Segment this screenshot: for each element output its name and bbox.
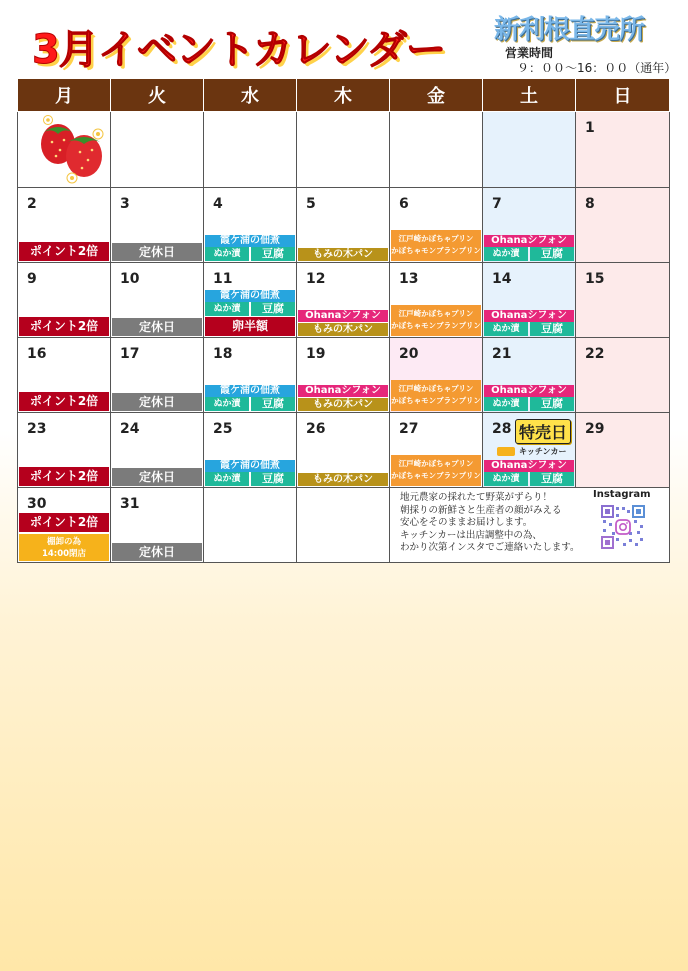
day-number: 16 bbox=[27, 346, 47, 362]
day-number: 29 bbox=[585, 421, 605, 437]
nukazuke-badge: ぬか漬 bbox=[205, 472, 249, 486]
calendar-cell bbox=[204, 188, 297, 263]
calendar-cell bbox=[297, 413, 390, 488]
ohana-chiffon-badge: Ohanaシフォン bbox=[484, 235, 574, 247]
info-line: 地元農家の採れたて野菜がずらり！ bbox=[400, 492, 553, 503]
day-number: 18 bbox=[213, 346, 233, 362]
closed-day-badge: 定休日 bbox=[112, 468, 202, 486]
day-number: 5 bbox=[306, 196, 316, 212]
calendar-cell bbox=[297, 188, 390, 263]
calendar-cell bbox=[390, 338, 483, 413]
pudding-line-2: かぼちゃモンブランプリン bbox=[391, 321, 481, 330]
closed-day-badge: 定休日 bbox=[112, 393, 202, 411]
store-message bbox=[400, 492, 579, 555]
pudding-line-1: 江戸崎かぼちゃプリン bbox=[398, 234, 474, 243]
day-number: 9 bbox=[27, 271, 37, 287]
nukazuke-badge: ぬか漬 bbox=[205, 247, 249, 261]
store-name: 新利根直売所 bbox=[494, 15, 645, 45]
day-number: 30 bbox=[27, 496, 47, 512]
day-number: 19 bbox=[306, 346, 326, 362]
tofu-badge: 豆腐 bbox=[530, 322, 574, 336]
ohana-chiffon-badge: Ohanaシフォン bbox=[484, 460, 574, 472]
calendar-cell bbox=[111, 188, 204, 263]
tsukudani-badge: 霞ケ浦の佃煮 bbox=[205, 460, 295, 472]
nukazuke-badge: ぬか漬 bbox=[484, 247, 528, 261]
weekday-sun: 日 bbox=[576, 79, 670, 112]
point-double-badge: ポイント2倍 bbox=[19, 242, 109, 261]
info-line: 朝採りの新鮮さと生産者の顔がみえる bbox=[400, 504, 562, 516]
calendar-cell bbox=[204, 263, 297, 338]
calendar-cell bbox=[18, 338, 111, 413]
weekday-wed: 水 bbox=[204, 79, 297, 112]
calendar-cell bbox=[390, 188, 483, 263]
day-number: 25 bbox=[213, 421, 233, 437]
calendar-cell bbox=[297, 112, 390, 188]
tsukudani-badge: 霞ケ浦の佃煮 bbox=[205, 290, 295, 302]
tofu-badge: 豆腐 bbox=[251, 247, 295, 261]
info-line: キッチンカーは出店調整中の為、 bbox=[400, 529, 542, 541]
pudding-badge bbox=[391, 230, 481, 261]
pudding-line-1: 江戸崎かぼちゃプリン bbox=[398, 459, 474, 468]
point-double-badge: ポイント2倍 bbox=[19, 392, 109, 411]
calendar-cell bbox=[390, 263, 483, 338]
day-number: 8 bbox=[585, 196, 595, 212]
day-number: 4 bbox=[213, 196, 223, 212]
tofu-badge: 豆腐 bbox=[251, 302, 295, 316]
week-row bbox=[18, 413, 670, 488]
momi-bread-badge: もみの木パン bbox=[298, 323, 388, 336]
week-row bbox=[18, 112, 670, 188]
tsukudani-badge: 霞ケ浦の佃煮 bbox=[205, 385, 295, 397]
calendar-cell bbox=[483, 263, 576, 338]
week-row bbox=[18, 188, 670, 263]
info-line: わかり次第インスタでご連絡いたします。 bbox=[400, 542, 580, 553]
calendar-cell bbox=[576, 413, 670, 488]
day-number: 11 bbox=[213, 271, 233, 287]
day-number: 10 bbox=[120, 271, 140, 287]
day-number: 20 bbox=[399, 346, 419, 362]
kitchen-car-icon bbox=[497, 447, 515, 456]
point-double-badge: ポイント2倍 bbox=[19, 317, 109, 336]
day-number: 28 bbox=[492, 421, 512, 437]
calendar-cell bbox=[576, 112, 670, 188]
day-number: 24 bbox=[120, 421, 140, 437]
calendar-cell bbox=[576, 338, 670, 413]
day-number: 3 bbox=[120, 196, 130, 212]
pudding-line-1: 江戸崎かぼちゃプリン bbox=[398, 384, 474, 393]
day-number: 17 bbox=[120, 346, 140, 362]
calendar-cell bbox=[111, 263, 204, 338]
nukazuke-badge: ぬか漬 bbox=[484, 472, 528, 486]
pudding-line-2: かぼちゃモンブランプリン bbox=[391, 471, 481, 480]
calendar-cell bbox=[204, 338, 297, 413]
calendar-cell bbox=[297, 488, 390, 563]
weekday-header-row bbox=[18, 79, 670, 112]
pudding-badge bbox=[391, 380, 481, 411]
weekday-tue: 火 bbox=[111, 79, 204, 112]
week-row bbox=[18, 338, 670, 413]
day-number: 6 bbox=[399, 196, 409, 212]
stocktake-closing-badge bbox=[19, 534, 109, 561]
tofu-badge: 豆腐 bbox=[530, 397, 574, 411]
day-number: 21 bbox=[492, 346, 512, 362]
calendar-cell bbox=[483, 413, 576, 488]
egg-half-price-badge: 卵半額 bbox=[205, 317, 295, 336]
pudding-line-2: かぼちゃモンブランプリン bbox=[391, 396, 481, 405]
nukazuke-badge: ぬか漬 bbox=[484, 397, 528, 411]
weekday-fri: 金 bbox=[390, 79, 483, 112]
calendar-cell bbox=[18, 112, 111, 188]
tofu-badge: 豆腐 bbox=[251, 472, 295, 486]
calendar-cell bbox=[18, 263, 111, 338]
day-number: 13 bbox=[399, 271, 419, 287]
day-number: 22 bbox=[585, 346, 605, 362]
instagram-label: Instagram bbox=[593, 489, 651, 500]
day-number: 23 bbox=[27, 421, 47, 437]
kitchen-car-label: キッチンカー bbox=[519, 447, 567, 456]
day-number: 2 bbox=[27, 196, 37, 212]
calendar-cell bbox=[204, 112, 297, 188]
hours-label: 営業時間 bbox=[505, 46, 554, 60]
nukazuke-badge: ぬか漬 bbox=[205, 302, 249, 316]
page-title: 3月イベントカレンダー bbox=[32, 27, 446, 73]
point-double-badge: ポイント2倍 bbox=[19, 467, 109, 486]
tofu-badge: 豆腐 bbox=[251, 397, 295, 411]
calendar-cell bbox=[390, 413, 483, 488]
nukazuke-badge: ぬか漬 bbox=[205, 397, 249, 411]
day-number: 1 bbox=[585, 120, 595, 136]
closed-day-badge: 定休日 bbox=[112, 543, 202, 561]
stocktake-line-1: 棚卸の為 bbox=[46, 537, 81, 547]
calendar-cell bbox=[483, 338, 576, 413]
pudding-badge bbox=[391, 305, 481, 336]
tsukudani-badge: 霞ケ浦の佃煮 bbox=[205, 235, 295, 247]
calendar-cell bbox=[111, 112, 204, 188]
ohana-chiffon-badge: Ohanaシフォン bbox=[484, 310, 574, 322]
weekday-thu: 木 bbox=[297, 79, 390, 112]
store-info bbox=[400, 488, 670, 562]
closed-day-badge: 定休日 bbox=[112, 318, 202, 336]
momi-bread-badge: もみの木パン bbox=[298, 248, 388, 261]
momi-bread-badge: もみの木パン bbox=[298, 398, 388, 411]
info-line: 安心をそのままお届けします。 bbox=[400, 517, 533, 528]
calendar-cell bbox=[576, 263, 670, 338]
weekday-sat: 土 bbox=[483, 79, 576, 112]
strawberry-icon bbox=[36, 112, 110, 186]
calendar-cell bbox=[390, 112, 483, 188]
ohana-chiffon-badge: Ohanaシフォン bbox=[298, 310, 388, 322]
calendar-cell bbox=[18, 413, 111, 488]
business-hours: ９：００～16：００（通年） bbox=[517, 61, 677, 75]
day-number: 26 bbox=[306, 421, 326, 437]
tofu-badge: 豆腐 bbox=[530, 472, 574, 486]
calendar-cell bbox=[297, 263, 390, 338]
calendar-cell bbox=[483, 188, 576, 263]
calendar-cell bbox=[483, 112, 576, 188]
calendar-cell bbox=[576, 188, 670, 263]
stocktake-line-2: 14:00閉店 bbox=[41, 549, 87, 559]
closed-day-badge: 定休日 bbox=[112, 243, 202, 261]
point-double-badge: ポイント2倍 bbox=[19, 513, 109, 532]
day-number: 7 bbox=[492, 196, 502, 212]
calendar-cell bbox=[111, 413, 204, 488]
momi-bread-badge: もみの木パン bbox=[298, 473, 388, 486]
calendar-cell bbox=[18, 188, 111, 263]
nukazuke-badge: ぬか漬 bbox=[484, 322, 528, 336]
tofu-badge: 豆腐 bbox=[530, 247, 574, 261]
calendar-cell bbox=[111, 338, 204, 413]
ohana-chiffon-badge: Ohanaシフォン bbox=[484, 385, 574, 397]
day-number: 27 bbox=[399, 421, 419, 437]
calendar-cell bbox=[18, 488, 111, 563]
kitchen-car bbox=[497, 446, 566, 457]
calendar-cell bbox=[204, 488, 297, 563]
week-row bbox=[18, 263, 670, 338]
pudding-line-2: かぼちゃモンブランプリン bbox=[391, 246, 481, 255]
special-sale-badge: 特売日 bbox=[515, 419, 571, 444]
calendar-cell bbox=[204, 413, 297, 488]
pudding-line-1: 江戸崎かぼちゃプリン bbox=[398, 309, 474, 318]
day-number: 15 bbox=[585, 271, 605, 287]
calendar-cell bbox=[297, 338, 390, 413]
day-number: 31 bbox=[120, 496, 140, 512]
instagram-qr-icon[interactable] bbox=[601, 505, 645, 549]
day-number: 12 bbox=[306, 271, 326, 287]
weekday-mon: 月 bbox=[18, 79, 111, 112]
ohana-chiffon-badge: Ohanaシフォン bbox=[298, 385, 388, 397]
day-number: 14 bbox=[492, 271, 512, 287]
calendar-cell bbox=[111, 488, 204, 563]
pudding-badge bbox=[391, 455, 481, 486]
